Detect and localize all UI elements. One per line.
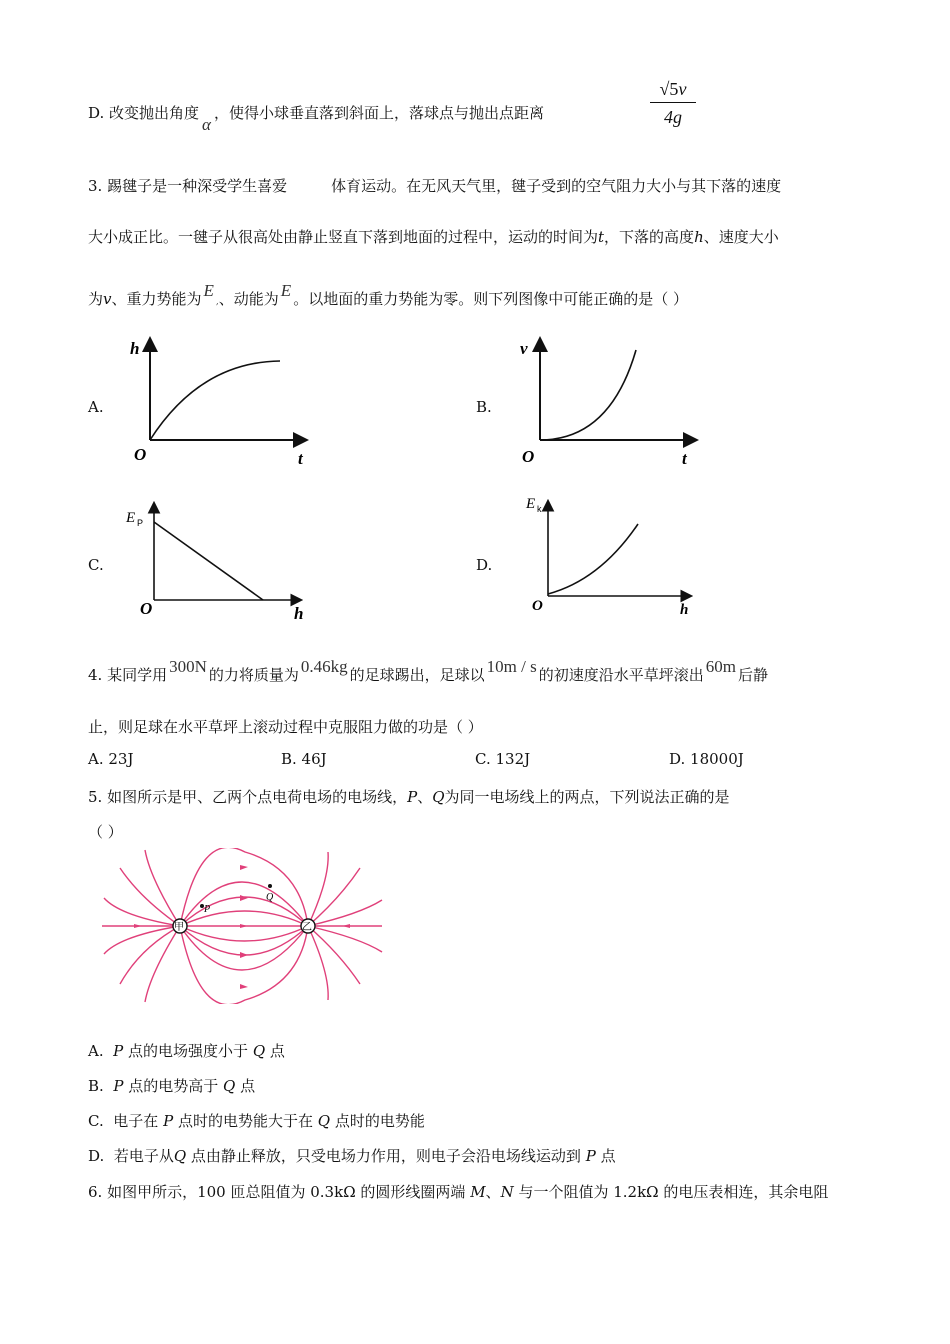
- distance-fraction: √5v 4g: [648, 76, 698, 129]
- distance-value: 60m: [705, 657, 736, 676]
- point-q-label: Q: [266, 892, 274, 903]
- q4-choice-a[interactable]: A. 23J: [88, 750, 134, 768]
- q3-line-2: 大小成正比。一毽子从很高处由静止竖直下落到地面的过程中，运动的时间为t，下落的高度h、速度大小: [88, 228, 779, 246]
- graph-c-origin: O: [140, 599, 153, 618]
- q3-line-3: 为v、重力势能为 E,、动能为 E 。以地面的重力势能为零。则下列图像中可能正确的是（ ）: [88, 281, 688, 308]
- graph-d-origin: O: [532, 598, 543, 614]
- graph-b-y-label: v: [520, 339, 528, 358]
- charge-left-label: 甲: [174, 922, 184, 933]
- graph-c-y-sub: P: [137, 518, 144, 528]
- graph-a-x-label: t: [298, 449, 303, 468]
- q3-option-d-label[interactable]: D.: [476, 556, 493, 574]
- q2-option-d-text: ，使得小球垂直落到斜面上，落球点与抛出点距离: [213, 104, 544, 122]
- ep-symbol: E: [203, 281, 214, 300]
- graph-d-ek-h: [510, 488, 710, 622]
- q2-option-d-prefix: D. 改变抛出角度: [88, 104, 200, 122]
- q5-line-2: （ ）: [88, 823, 123, 841]
- force-value: 300N: [169, 657, 207, 676]
- graph-d-y-sub: k: [537, 504, 542, 514]
- q6-line-1: 6. 如图甲所示，100 匝总阻值为 0.3kΩ 的圆形线圈两端 M、N 与一个阻值为 1.2kΩ 的电压表相连，其余电阻: [88, 1183, 829, 1201]
- q2-option-d: [88, 102, 544, 134]
- q4-choice-d[interactable]: D. 18000J: [669, 750, 744, 768]
- q3-option-c-label[interactable]: C.: [88, 556, 104, 574]
- graph-a-h-t: [120, 330, 320, 470]
- alpha-symbol: α: [202, 115, 211, 134]
- q4-line-2: 止，则足球在水平草坪上滚动过程中克服阻力做的功是（ ）: [88, 718, 483, 736]
- graph-d-x-label: h: [680, 602, 689, 618]
- fraction-denominator: 4g: [664, 107, 682, 127]
- q5-line-1: 5. 如图所示是甲、乙两个点电荷电场的电场线，P、Q为同一电场线上的两点，下列说法正确的是: [88, 788, 730, 806]
- graph-b-x-label: t: [682, 449, 687, 468]
- q4-choice-c[interactable]: C. 132J: [475, 750, 531, 768]
- q5-option-a[interactable]: A. P 点的电场强度小于 Q 点: [88, 1042, 285, 1060]
- q5-option-b[interactable]: B. P 点的电势高于 Q 点: [88, 1077, 256, 1095]
- graph-c-x-label: h: [294, 604, 304, 622]
- graph-d-y-label: E: [526, 496, 536, 512]
- charge-right-label: 乙: [302, 922, 312, 933]
- q5-option-d[interactable]: D. 若电子从Q 点由静止释放，只受电场力作用，则电子会沿电场线运动到 P 点: [88, 1147, 616, 1165]
- ek-symbol: E: [280, 281, 292, 300]
- q4-line-1: 4. 某同学用 300N 的力将质量为 0.46kg 的足球踢出，足球以 10m / s 的初速度沿水平草坪滚出 60m 后静: [88, 657, 768, 684]
- graph-c-ep-h: [120, 492, 320, 622]
- q4-choice-b[interactable]: B. 46J: [281, 750, 327, 768]
- graph-b-origin: O: [522, 447, 535, 466]
- q3-option-a-label[interactable]: A.: [88, 398, 104, 416]
- graph-c-y-label: E: [126, 510, 136, 526]
- q3-line-1: 3. 踢毽子是一种深受学生喜爱 体育运动。在无风天气里，毽子受到的空气阻力大小与其下落的速度: [88, 177, 782, 195]
- graph-b-v-t: [510, 330, 710, 470]
- electric-field-figure: [100, 848, 390, 1004]
- point-p-label: P: [204, 904, 211, 915]
- speed-value: 10m / s: [486, 657, 537, 676]
- graph-a-y-label: h: [130, 339, 140, 358]
- q3-option-b-label[interactable]: B.: [476, 398, 492, 416]
- graph-a-origin: O: [134, 445, 147, 464]
- mass-value: 0.46kg: [300, 657, 348, 676]
- q5-option-c[interactable]: C. 电子在 P 点时的电势能大于在 Q 点时的电势能: [88, 1112, 425, 1130]
